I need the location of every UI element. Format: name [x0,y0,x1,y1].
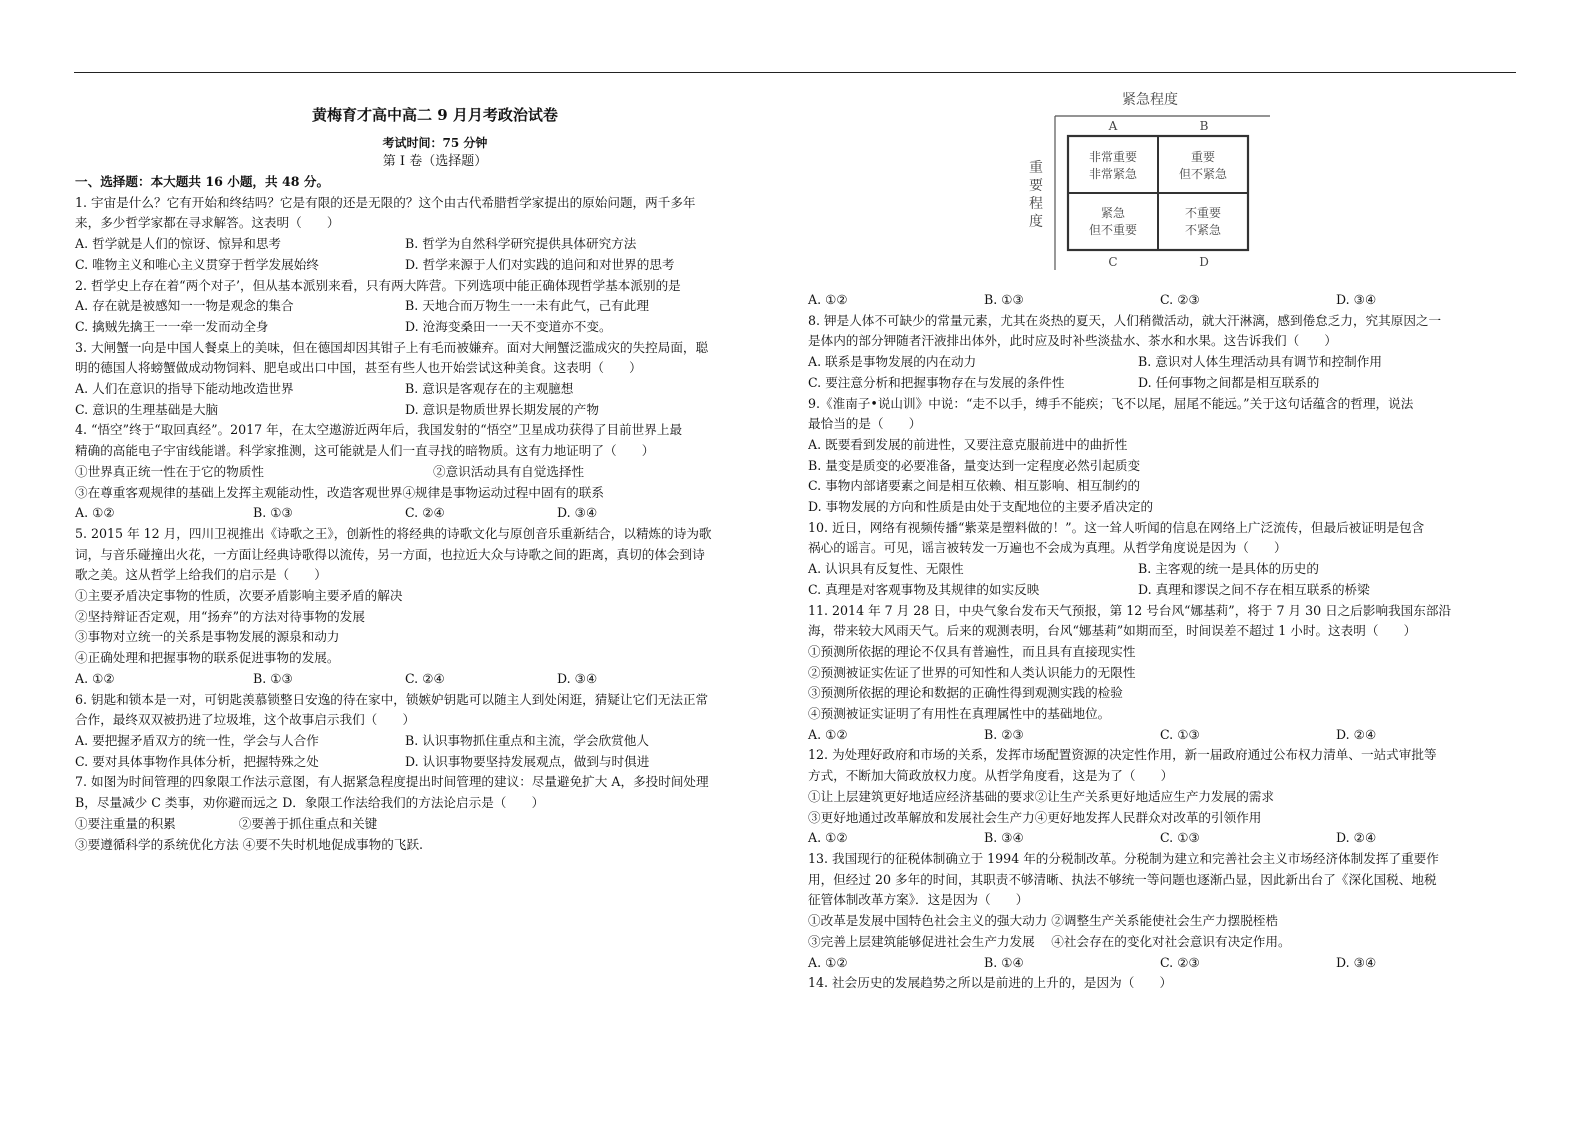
option-d: D. ②④ [1336,830,1377,846]
volume-label: 第 I 卷（选择题） [382,154,488,169]
exam-time: 考试时间：75 分钟 [382,136,488,150]
cell-a-line1: 非常重要 [1088,150,1138,164]
question-stem: 1. 宇宙是什么？它有开始和终结吗？它是有限的还是无限的？这个由古代希腊哲学家提出的原始问题，两千多年 [75,194,696,210]
question-stem: 明的德国人将螃蟹做成动物饲料、肥皂或出口中国，甚至有些人也开始尝试这种美食。这表明（ ） [75,360,642,376]
matrix-col-c: C [1108,255,1118,269]
options-row [75,379,775,400]
left-column [75,100,775,855]
option-a: A. ①② [808,830,848,846]
question-2 [75,276,775,338]
question-1 [75,193,775,276]
option-b: B. 哲学为自然科学研究提供具体研究方法 [405,236,637,252]
option-b: B. 意识是客观存在的主观臆想 [405,381,574,397]
option-a: A. 人们在意识的指导下能动地改造世界 [75,381,294,397]
statement-4: ④预测被证实证明了有用性在真理属性中的基础地位。 [808,706,1111,722]
time-management-matrix [808,92,1518,290]
statement-2: ②预测被证实佐证了世界的可知性和人类认识能力的无限性 [808,664,1136,680]
options-row [75,752,775,773]
option-d: D. 任何事物之间都是相互联系的 [1138,374,1320,390]
option-d: D. 认识事物要坚持发展观点，做到与时俱进 [405,753,650,769]
option-b: B. 主客观的统一是具体的历史的 [1138,561,1319,577]
right-column [808,92,1518,994]
q7-answers-row [808,290,1518,311]
header-rule [74,72,1516,73]
option-d: D. 意识是物质世界长期发展的产物 [405,401,599,417]
option-d: D. ③④ [1336,954,1377,970]
option-b: B. ①③ [253,505,293,521]
statement-1-2: ①要注重量的积累 ②要善于抓住重点和关键 [75,815,378,831]
question-stem: 用，但经过 20 多年的时间，其职责不够清晰、执法不够统一等问题也逐渐凸显，因此新出台了《深化国税、地税 [808,871,1437,887]
option-a: A. 哲学就是人们的惊讶、惊异和思考 [75,236,282,252]
question-stem: 7. 如图为时间管理的四象限工作法示意图，有人据紧急程度提出时间管理的建议：尽量避免扩大 A，多投时间处理 [75,774,709,790]
option-b: B. ②③ [984,726,1024,742]
option-a: A. 要把握矛盾双方的统一性，学会与人合作 [75,732,319,748]
statement-4: ④正确处理和把握事物的联系促进事物的发展。 [75,650,340,666]
question-8 [808,311,1518,394]
matrix-col-b: B [1199,119,1209,133]
question-11 [808,601,1518,746]
question-stem: 5. 2015 年 12 月，四川卫视推出《诗歌之王》，创新性的将经典的诗歌文化与原创音乐重新结合，以精炼的诗为歌 [75,525,712,541]
question-stem: 精确的高能电子宇宙线能谱。科学家推测，这可能就是人们一直寻找的暗物质。这有力地证明了（ ） [75,443,655,459]
question-stem: 12. 为处理好政府和市场的关系，发挥市场配置资源的决定性作用，新一届政府通过公布权力清单、一站式审批等 [808,747,1437,763]
option-a: A. ①② [808,954,848,970]
option-b: B. ①④ [984,954,1024,970]
question-stem: 合作，最终双双被扔进了垃圾堆，这个故事启示我们（ ） [75,712,416,728]
statement-1: ①世界真正统一性在于它的物质性 [75,463,264,479]
quadrant-diagram [1020,90,1280,282]
question-stem: 4. “悟空”终于“取回真经”。2017 年，在太空遨游近两年后，我国发射的“悟空”卫星成功获得了目前世界上最 [75,422,683,438]
statement-3-4: ③在尊重客观规律的基础上发挥主观能动性，改造客观世界④规律是事物运动过程中固有的联系 [75,484,604,500]
option-a: A. ①② [75,505,115,521]
statement-1: ①主要矛盾决定事物的性质，次要矛盾影响主要矛盾的解决 [75,588,403,604]
matrix-col-a: A [1108,119,1118,133]
question-stem: 10. 近日，网络有视频传播“紫菜是塑料做的！”。这一耸人听闻的信息在网络上广泛流传，但最后被证明是包含 [808,519,1425,535]
option-c: C. ①③ [1160,830,1200,846]
statement-3: ③预测所依据的理论和数据的正确性得到观测实践的检验 [808,685,1123,701]
options-row [75,255,775,276]
cell-b-line2: 但不紧急 [1178,167,1228,181]
section-heading: 一、选择题：本大题共 16 小题，共 48 分。 [75,174,330,189]
question-stem: 13. 我国现行的征税体制确立于 1994 年的分税制改革。分税制为建立和完善社会主义市场经济体制发挥了重要作 [808,850,1439,866]
option-b: B. 量变是质变的必要准备，量变达到一定程度必然引起质变 [808,457,1141,473]
statement-1: ①预测所依据的理论不仅具有普遍性，而且具有直接现实性 [808,643,1136,659]
question-stem: 9.《淮南子•说山训》中说：“走不以手，缚手不能疾；飞不以尾，屈尾不能远。”关于这句话蕴含的哲理，说法 [808,395,1414,411]
matrix-side-char: 要 [1029,178,1043,194]
option-a: A. 存在就是被感知一一物是观念的集合 [75,298,294,314]
statement-1-2: ①改革是发展中国特色社会主义的强大动力 ②调整生产关系能使社会生产力摆脱桎梏 [808,913,1278,929]
option-c: C. ②④ [405,670,445,686]
option-d: D. 事物发展的方向和性质是由处于支配地位的主要矛盾决定的 [808,499,1154,515]
option-a: A. 认识具有反复性、无限性 [808,561,964,577]
statement-3-4: ③完善上层建筑能够促进社会生产力发展 ④社会存在的变化对社会意识有决定作用。 [808,933,1291,949]
answers-row [808,953,1518,974]
option-b: B. ①③ [984,292,1024,307]
option-d: D. ③④ [557,670,598,686]
cell-d-line2: 不紧急 [1184,223,1222,237]
option-b: B. ③④ [984,830,1024,846]
question-5 [75,524,775,690]
options-row [808,559,1518,580]
question-12 [808,745,1518,849]
option-d: D. ③④ [557,505,598,521]
question-9 [808,394,1518,518]
exam-title: 黄梅育才高中高二 9 月月考政治试卷 [312,106,558,124]
options-row [75,234,775,255]
options-row [75,296,775,317]
statement-2: ②坚持辩证否定观，用“扬弃”的方法对待事物的发展 [75,608,365,624]
question-stem: 来，多少哲学家都在寻求解答。这表明（ ） [75,215,340,231]
question-stem: 8. 钾是人体不可缺少的常量元素，尤其在炎热的夏天，人们稍微活动，就大汗淋漓，感到倦怠乏力，究其原因之一 [808,312,1442,328]
options-row [808,352,1518,373]
matrix-col-d: D [1199,255,1209,269]
question-6 [75,690,775,773]
statement-3-4: ③要遵循科学的系统优化方法 ④要不失时机地促成事物的飞跃. [75,836,424,852]
question-stem: 6. 钥匙和锁本是一对，可钥匙羡慕锁整日安逸的待在家中，锁嫉妒钥匙可以随主人到处闲逛，猜疑让它们无法正常 [75,691,709,707]
option-c: C. 事物内部诸要素之间是相互依赖、相互影响、相互制约的 [808,478,1141,494]
question-stem: B，尽量减少 C 类事，劝你避而远之 D．象限工作法给我们的方法论启示是（ ） [75,795,545,811]
matrix-side-char: 重 [1029,160,1043,176]
question-stem: 歌之美。这从哲学上给我们的启示是（ ） [75,567,327,583]
statement-2: ②意识活动具有自觉选择性 [433,463,585,479]
option-a: A. 联系是事物发展的内在动力 [808,354,977,370]
question-stem: 14. 社会历史的发展趋势之所以是前进的上升的，是因为（ ） [808,975,1173,991]
cell-c-line2: 但不重要 [1088,223,1138,237]
option-c: C. ②③ [1160,292,1200,307]
option-d: D. ②④ [1336,726,1377,742]
option-b: B. 认识事物抓住重点和主流，学会欣赏他人 [405,732,649,748]
option-a: A. ①② [808,726,848,742]
option-c: C. 要对具体事物作具体分析，把握特殊之处 [75,753,319,769]
statements-row [75,462,775,483]
question-13 [808,849,1518,973]
option-c: C. 意识的生理基础是大脑 [75,401,219,417]
options-row [75,731,775,752]
answers-row [75,503,775,524]
cell-d-line1: 不重要 [1184,206,1222,220]
option-b: B. ①③ [253,670,293,686]
question-14 [808,973,1518,994]
question-stem: 11. 2014 年 7 月 28 日，中央气象台发布天气预报，第 12 号台风“娜基莉”，将于 7 月 30 日之后影响我国东部沿 [808,602,1452,618]
cell-b-line1: 重要 [1190,150,1216,164]
option-a: A. ①② [808,292,848,307]
option-c: C. 要注意分析和把握事物存在与发展的条件性 [808,374,1065,390]
option-b: B. 意识对人体生理活动具有调节和控制作用 [1138,354,1382,370]
matrix-side-char: 程 [1029,196,1043,212]
answers-row [75,669,775,690]
cell-a-line2: 非常紧急 [1088,167,1138,181]
option-a: A. ①② [75,670,115,686]
option-c: C. ②③ [1160,954,1200,970]
question-10 [808,518,1518,601]
option-c: C. ②④ [405,505,445,521]
answers-row [808,725,1518,746]
cell-c-line1: 紧急 [1100,206,1126,220]
option-c: C. ①③ [1160,726,1200,742]
options-row [808,373,1518,394]
option-c: C. 真理是对客观事物及其规律的如实反映 [808,581,1040,597]
question-stem: 是体内的部分钾随者汗液排出体外，此时应及时补些淡盐水、茶水和水果。这告诉我们（ ） [808,333,1337,349]
option-c: C. 唯物主义和唯心主义贯穿于哲学发展始终 [75,256,319,272]
option-d: D. 沧海变桑田一一天不变道亦不变。 [405,318,612,334]
answers-row [808,828,1518,849]
option-b: B. 天地合而万物生一一未有此气，己有此理 [405,298,649,314]
option-d: D. 哲学来源于人们对实践的追问和对世界的思考 [405,256,675,272]
question-stem: 3. 大闸蟹一向是中国人餐桌上的美味，但在德国却因其钳子上有毛而被嫌弃。面对大闸蟹泛滥成灾的失控局面，聪 [75,339,709,355]
options-row [75,400,775,421]
matrix-top-label: 紧急程度 [1122,92,1178,108]
question-4 [75,420,775,524]
question-stem: 征管体制改革方案》．这是因为（ ） [808,892,1029,908]
option-d: D. 真理和谬误之间不存在相互联系的桥梁 [1138,581,1370,597]
option-d: D. ③④ [1336,292,1377,307]
option-c: C. 擒贼先擒王一一牵一发而动全身 [75,318,269,334]
question-stem: 海，带来较大风雨天气。后来的观测表明，台风“娜基莉”如期而至，时间误差不超过 1 小时。这表明（ ） [808,623,1417,639]
options-row [75,317,775,338]
statement-3-4: ③更好地通过改革解放和发展社会生产力④更好地发挥人民群众对改革的引领作用 [808,809,1262,825]
question-stem: 祸心的谣言。可见，谣言被转发一万遍也不会成为真理。从哲学角度说是因为（ ） [808,540,1287,556]
question-stem: 词，与音乐碰撞出火花，一方面让经典诗歌得以流传，另一方面，也拉近大众与诗歌之间的距离，真切的体会到诗 [75,546,705,562]
statement-3: ③事物对立统一的关系是事物发展的源泉和动力 [75,629,340,645]
option-a: A. 既要看到发展的前进性，又要注意克服前进中的曲折性 [808,436,1128,452]
matrix-side-char: 度 [1029,214,1043,230]
question-7 [75,772,775,855]
question-stem: 2. 哲学史上存在着“两个对子’，但从基本派别来看，只有两大阵营。下列选项中能正确体现哲学基本派别的是 [75,277,681,293]
question-stem: 最恰当的是（ ） [808,416,922,432]
statement-1-2: ①让上层建筑更好地适应经济基础的要求②让生产关系更好地适应生产力发展的需求 [808,788,1274,804]
options-row [808,580,1518,601]
question-stem: 方式，不断加大简政放权力度。从哲学角度看，这是为了（ ） [808,768,1174,784]
question-3 [75,338,775,421]
